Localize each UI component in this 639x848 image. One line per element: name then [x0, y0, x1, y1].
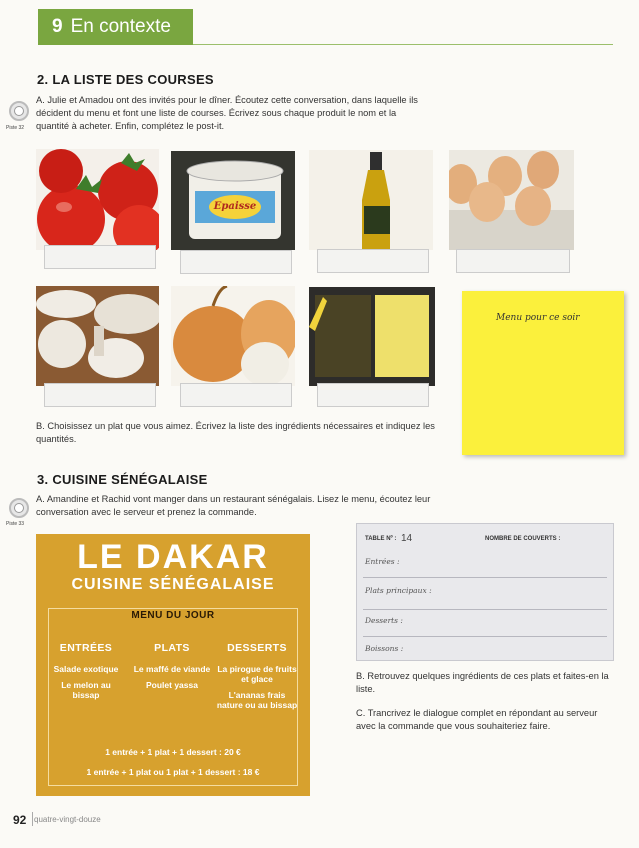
restaurant-subtitle: CUISINE SÉNÉGALAISE	[71, 576, 275, 593]
chapter-title: En contexte	[70, 16, 171, 37]
column-title: ENTRÉES	[59, 642, 113, 654]
section-3-instruction-a: A. Amandine et Rachid vont manger dans un restaurant sénégalais. Lisez le menu, écoutez leur conversation avec le serveur et prenez la commande.	[36, 494, 431, 517]
section-2-title: 2. LA LISTE DES COURSES	[37, 72, 214, 87]
column-title: DESSERTS	[227, 642, 287, 654]
restaurant-name: LE DAKAR	[77, 538, 269, 576]
chapter-number: 9	[52, 16, 63, 37]
photo-mushrooms	[36, 286, 159, 386]
menu-item: La pirogue de fruits et glace	[217, 664, 297, 684]
photo-mustard-butter	[309, 287, 435, 386]
menu-formula-short: 1 entrée + 1 plat ou 1 plat + 1 dessert : 18 €	[86, 767, 260, 777]
post-it-text: Menu pour ce soir	[496, 313, 580, 323]
track-label: Piste 32	[6, 125, 25, 131]
photo-onions	[171, 286, 295, 386]
form-line	[363, 577, 607, 578]
page-number-words: quatre-vingt-douze	[34, 815, 101, 824]
section-2-instruction-b: B. Choisissez un plat que vous aimez. Écrivez la liste des ingrédients nécessaires et indiquez les quantités.	[36, 421, 435, 444]
answer-card-mustard[interactable]	[317, 383, 429, 407]
answer-card-mushrooms[interactable]	[44, 383, 156, 407]
photo-tomatoes	[36, 149, 159, 250]
table-number-value: 14	[401, 533, 413, 544]
menu-column-mains	[132, 642, 212, 690]
restaurant-menu	[36, 534, 310, 796]
photo-cream	[171, 151, 295, 250]
answer-card-eggs[interactable]	[456, 249, 570, 273]
section-2-instruction-a: A. Julie et Amadou ont des invités pour le dîner. Écoutez cette conversation, dans laquelle ils décident du menu et font une liste de courses. Écrivez sous chaque produit le nom et la quantité à acheter. Enfin, complétez le post-it.	[36, 95, 418, 131]
table-number-label: TABLE Nº :	[365, 536, 397, 542]
answer-card-oil[interactable]	[317, 249, 429, 273]
menu-item: Salade exotique	[53, 664, 119, 674]
form-line	[363, 636, 607, 637]
column-title: PLATS	[154, 642, 190, 654]
covers-label: NOMBRE DE COUVERTS :	[485, 536, 561, 542]
menu-item: Le maffé de viande	[133, 664, 211, 674]
answer-card-onions[interactable]	[180, 383, 292, 407]
track-label: Piste 33	[6, 521, 25, 527]
form-line	[363, 609, 607, 610]
audio-cd-icon[interactable]	[9, 498, 29, 518]
menu-formula-full: 1 entrée + 1 plat + 1 dessert : 20 €	[105, 747, 241, 757]
menu-item: Le melon au bissap	[61, 680, 111, 700]
post-it-note[interactable]	[462, 291, 624, 455]
audio-cd-icon[interactable]	[9, 101, 29, 121]
photo-oil-bottle	[309, 150, 433, 250]
menu-column-desserts	[216, 642, 298, 710]
header-rule	[193, 44, 613, 45]
page-number: 92	[13, 813, 27, 827]
form-row-drinks: Boissons :	[365, 644, 404, 653]
footer-divider	[32, 812, 33, 826]
menu-of-the-day: MENU DU JOUR	[131, 610, 215, 621]
section-3-instruction-c: C. Trancrivez le dialogue complet en répondant au serveur avec la commande que vous souhaiteriez faire.	[356, 708, 598, 731]
form-row-starters: Entrées :	[365, 557, 400, 566]
form-row-mains: Plats principaux :	[365, 586, 432, 595]
section-3-title: 3. CUISINE SÉNÉGALAISE	[37, 472, 208, 487]
photo-eggs	[449, 150, 574, 250]
answer-card-cream[interactable]	[180, 250, 292, 274]
cream-brand-label: Epaisse	[213, 201, 257, 212]
menu-item: Poulet yassa	[146, 680, 198, 690]
chapter-header	[38, 9, 193, 45]
answer-card-tomatoes[interactable]	[44, 245, 156, 269]
menu-item: L'ananas frais nature ou au bissap	[216, 690, 298, 710]
form-row-desserts: Desserts :	[365, 616, 403, 625]
menu-column-starters	[48, 642, 124, 700]
order-form[interactable]	[356, 523, 614, 661]
section-3-instruction-b: B. Retrouvez quelques ingrédients de ces plats et faites-en la liste.	[356, 671, 609, 694]
